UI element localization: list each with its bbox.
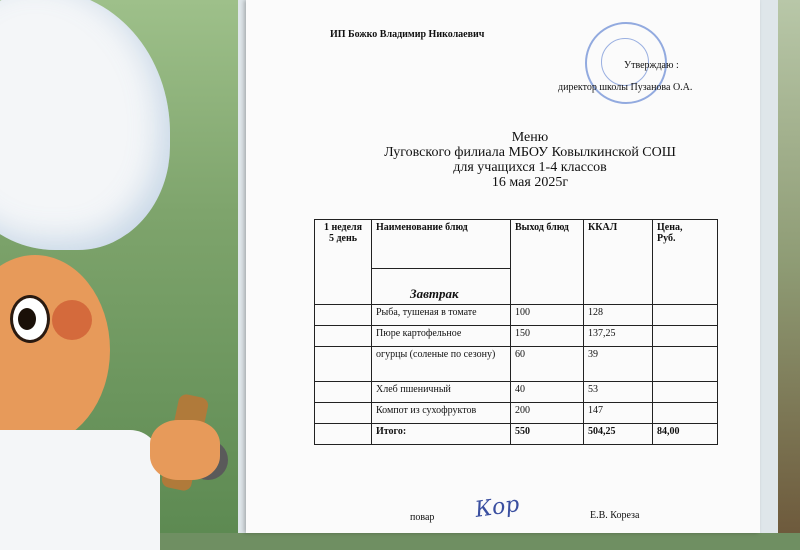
meal-label: Завтрак [372,268,511,304]
title-line-2: Луговского филиала МБОУ Ковылкинской СОШ [384,145,676,160]
title-line-4: 16 мая 2025г [491,175,569,190]
dish-price [653,347,718,382]
empty-cell [315,424,372,445]
total-output: 550 [511,424,584,445]
dish-kcal: 137,25 [584,326,653,347]
price-header-label: Цена, [657,222,683,233]
dish-kcal: 128 [584,305,653,326]
director-line: директор школы Пузанова О.А. [558,82,693,93]
approve-label: Утверждаю : [624,60,679,71]
empty-cell [315,326,372,347]
title-line-3: для учащихся 1-4 классов [453,160,607,175]
table-row [315,382,718,403]
cook-label: повар [410,512,435,523]
dish-price [653,403,718,424]
total-label: Итого: [372,424,511,445]
dish-price [653,382,718,403]
total-row [315,424,718,445]
chef-body-illustration [0,430,160,550]
price-header [653,220,718,305]
empty-cell [315,305,372,326]
dish-name: Пюре картофельное [372,326,511,347]
dish-output: 200 [511,403,584,424]
dish-kcal: 53 [584,382,653,403]
empty-cell [315,403,372,424]
dish-kcal: 147 [584,403,653,424]
total-kcal: 504,25 [584,424,653,445]
title-line-1: Меню [511,130,549,145]
table-row [315,347,718,382]
dish-kcal: 39 [584,347,653,382]
dish-output: 60 [511,347,584,382]
dish-output: 40 [511,382,584,403]
empty-cell [315,347,372,382]
dish-price [653,326,718,347]
output-header: Выход блюд [511,220,584,305]
dish-output: 150 [511,326,584,347]
dish-name: Хлеб пшеничный [372,382,511,403]
price-header-unit: Руб. [657,233,676,244]
day-header: 5 день [328,233,358,244]
dish-price [653,305,718,326]
chef-hand [150,420,220,480]
dish-name-header: Наименование блюд [372,220,511,269]
table-row [315,305,718,326]
menu-title [330,130,730,190]
owner-name: ИП Божко Владимир Николаевич [330,29,485,40]
chef-nose [52,300,92,340]
table-header-row [315,220,718,269]
chef-pupil [18,308,36,330]
dish-output: 100 [511,305,584,326]
cook-name: Е.В. Кореза [590,510,640,521]
menu-table [314,219,718,445]
week-day-header [315,220,372,305]
dish-name: Компот из сухофруктов [372,403,511,424]
dish-name: огурцы (соленые по сезону) [372,347,511,382]
kcal-header: ККАЛ [584,220,653,305]
empty-cell [315,382,372,403]
total-price: 84,00 [653,424,718,445]
table-row [315,326,718,347]
week-header: 1 неделя [323,222,363,233]
table-row [315,403,718,424]
signature-icon: Кор [473,492,521,523]
dish-name: Рыба, тушеная в томате [372,305,511,326]
